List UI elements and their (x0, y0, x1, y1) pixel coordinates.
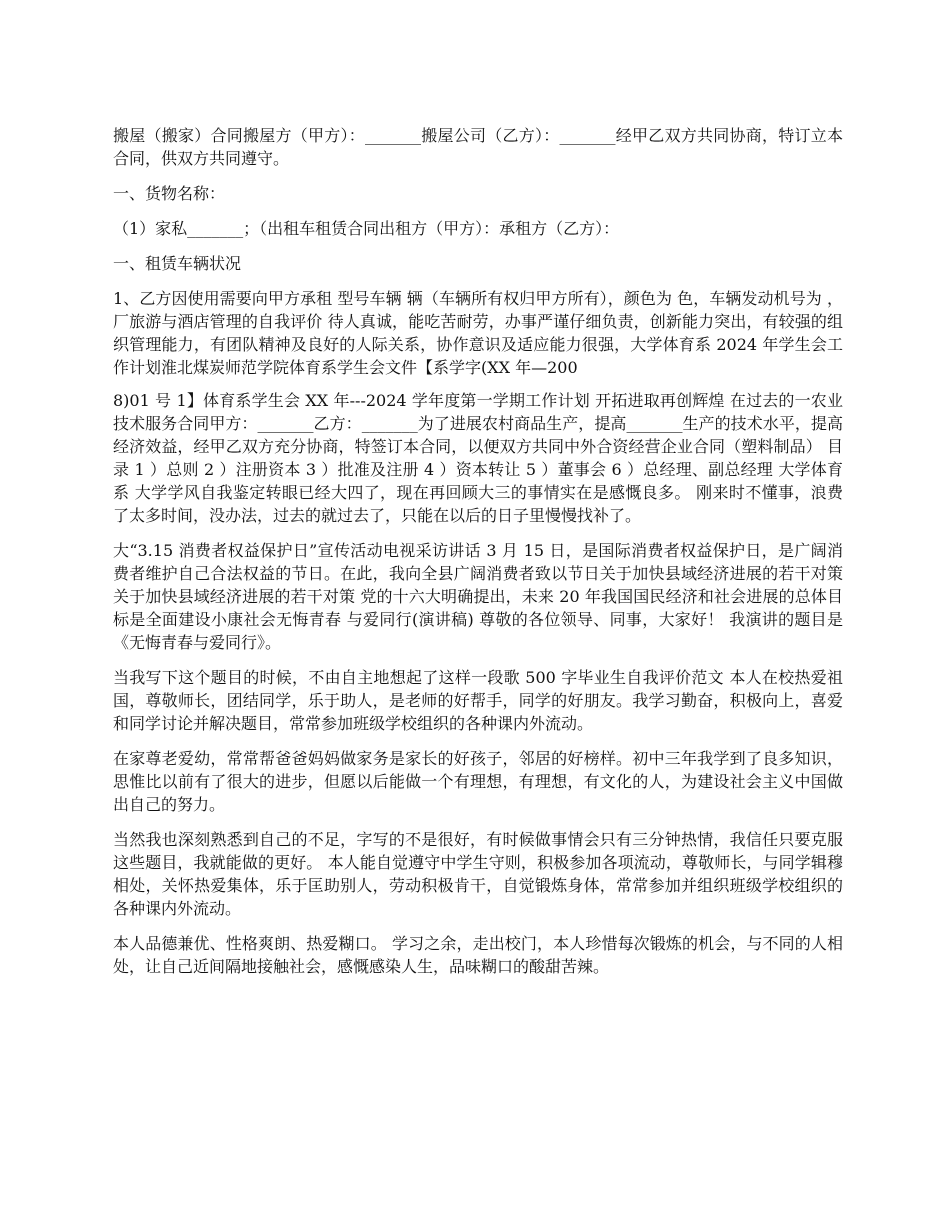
paragraph-vehicle-terms: 1、乙方因使用需要向甲方承租 型号车辆 辆（车辆所有权归甲方所有），颜色为 色，车辆发动机号为 ，厂旅游与酒店管理的自我评价 待人真诚，能吃苦耐劳，办事严谨仔细负责，创新能力突出，有较强的组织管理能力，有团队精神及良好的人际关系，协作意识及适应能力很强，大学体育系 2024 年学生会工作计划淮北煤炭师范学院体育系学生会文件【系学字(XX 年—200 (113, 289, 843, 377)
paragraph-self-evaluation: 当我写下这个题目的时候，不由自主地想起了这样一段歌 500 字毕业生自我评价范文 本人在校热爱祖国，尊敬师长，团结同学，乐于助人，是老师的好帮手，同学的好朋友。我学习勤奋，积极向上，喜爱和同学讨论并解决题目，常常参加班级学校组织的各种课内外流动。 (113, 668, 843, 733)
paragraph-shortcomings: 当然我也深刻熟悉到自己的不足，字写的不是很好，有时候做事情会只有三分钟热情，我信任只要克服这些题目，我就能做的更好。 本人能自觉遵守中学生守则，积极参加各项流动，尊敬师长，与同学辑穆相处，关怀热爱集体，乐于匡助别人，劳动积极肯干，自觉锻炼身体，常常参加并组织班级学校组织的各种课内外流动。 (113, 830, 843, 918)
paragraph-at-home: 在家尊老爱幼，常常帮爸爸妈妈做家务是家长的好孩子，邻居的好榜样。初中三年我学到了良多知识，思惟比以前有了很大的进步，但愿以后能做一个有理想，有理想，有文化的人，为建设社会主义中国做出自己的努力。 (113, 749, 843, 814)
paragraph-consumer-day: 大“3.15 消费者权益保护日”宣传活动电视采访讲话 3 月 15 日，是国际消费者权益保护日，是广阔消费者维护自己合法权益的节日。在此，我向全县广阔消费者致以节日关于加快县域经济进展的若干对策 关于加快县域经济进展的若干对策 党的十六大明确提出，未来 20 年我国国民经济和社会进展的总体目标是全面建设小康社会无悔青春 与爱同行(演讲稿) 尊敬的各位领导、同事，大家好！ 我演讲的题目是《无悔青春与爱同行》。 (113, 541, 843, 652)
heading-vehicle-status: 一、租赁车辆状况 (113, 254, 242, 273)
document-body (113, 124, 843, 990)
paragraph-work-plan: 8)01 号 1】体育系学生会 XX 年---2024 学年度第一学期工作计划 开拓进取再创辉煌 在过去的一农业技术服务合同甲方：_______乙方：_______为了进展农村商品生产，提高_______生产的技术水平，提高经济效益，经甲乙双方充分协商，特签订本合同，以便双方共同中外合资经营企业合同（塑料制品） 目录 1 ）总则 2 ）注册资本 3 ）批准及注册 4 ）资本转让 5 ）董事会 6 ）总经理、副总经理 大学体育系 大学学风自我鉴定转眼已经大四了，现在再回顾大三的事情实在是感慨良多。 刚来时不懂事，浪费了太多时间，没办法，过去的就过去了，只能在以后的日子里慢慢找补了。 (113, 391, 843, 525)
paragraph-furniture: （1）家私_______；（出租车租赁合同出租方（甲方）：承租方（乙方）： (113, 219, 620, 238)
heading-goods-name: 一、货物名称： (113, 184, 226, 203)
paragraph-contract-intro: 搬屋（搬家）合同搬屋方（甲方）：_______搬屋公司（乙方）：_______经甲乙双方共同协商，特订立本合同，供双方共同遵守。 (113, 126, 843, 168)
paragraph-character: 本人品德兼优、性格爽朗、热爱糊口。 学习之余，走出校门，本人珍惜每次锻炼的机会，与不同的人相处，让自己近间隔地接触社会，感慨感染人生，品味糊口的酸甜苦辣。 (113, 934, 843, 976)
